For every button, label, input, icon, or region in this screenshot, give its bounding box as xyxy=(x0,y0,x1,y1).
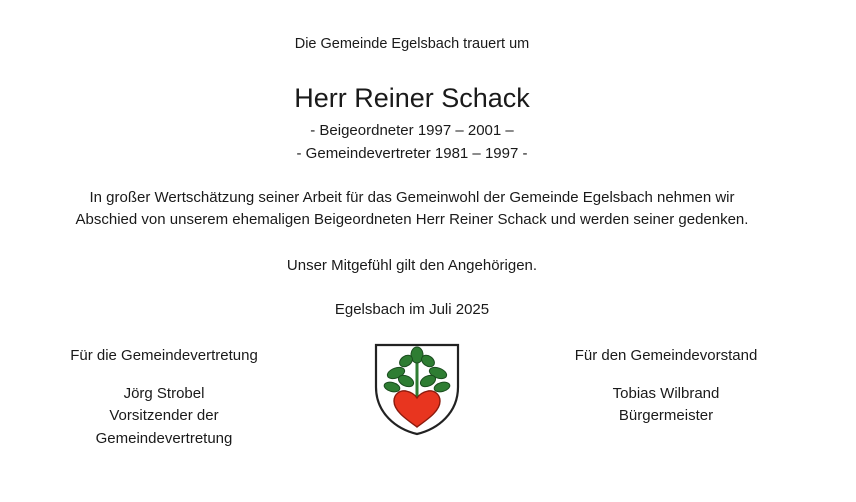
signature-left xyxy=(34,345,294,450)
signature-right xyxy=(536,345,796,428)
signature-left-person: Jörg Strobel xyxy=(123,384,205,402)
role-gemeindevertreter: - Gemeindevertreter 1981 – 1997 - xyxy=(296,145,528,162)
intro-text: Die Gemeinde Egelsbach trauert um xyxy=(294,36,530,52)
tribute-line-2: Abschied von unserem ehemaligen Beigeordneten Herr Reiner Schack und werden seiner gedenken. xyxy=(75,211,749,228)
coat-of-arms-icon xyxy=(372,341,462,437)
signature-left-title-2: Gemeindevertretung xyxy=(95,429,233,447)
role-beigeordneter: - Beigeordneter 1997 – 2001 – xyxy=(310,122,514,139)
signature-right-title-1: Bürgermeister xyxy=(618,407,714,424)
place-date: Egelsbach im Juli 2025 xyxy=(334,301,490,318)
signature-left-org: Für die Gemeindevertretung xyxy=(70,347,258,364)
signature-left-title-1: Vorsitzender der xyxy=(109,407,219,424)
signature-right-person: Tobias Wilbrand xyxy=(612,384,720,402)
tribute-line-1: In großer Wertschätzung seiner Arbeit für das Gemeinwohl der Gemeinde Egelsbach nehmen wir xyxy=(89,189,735,206)
condolence-text: Unser Mitgefühl gilt den Angehörigen. xyxy=(286,257,538,274)
signature-right-org: Für den Gemeindevorstand xyxy=(574,347,758,364)
deceased-name: Herr Reiner Schack xyxy=(294,83,530,113)
